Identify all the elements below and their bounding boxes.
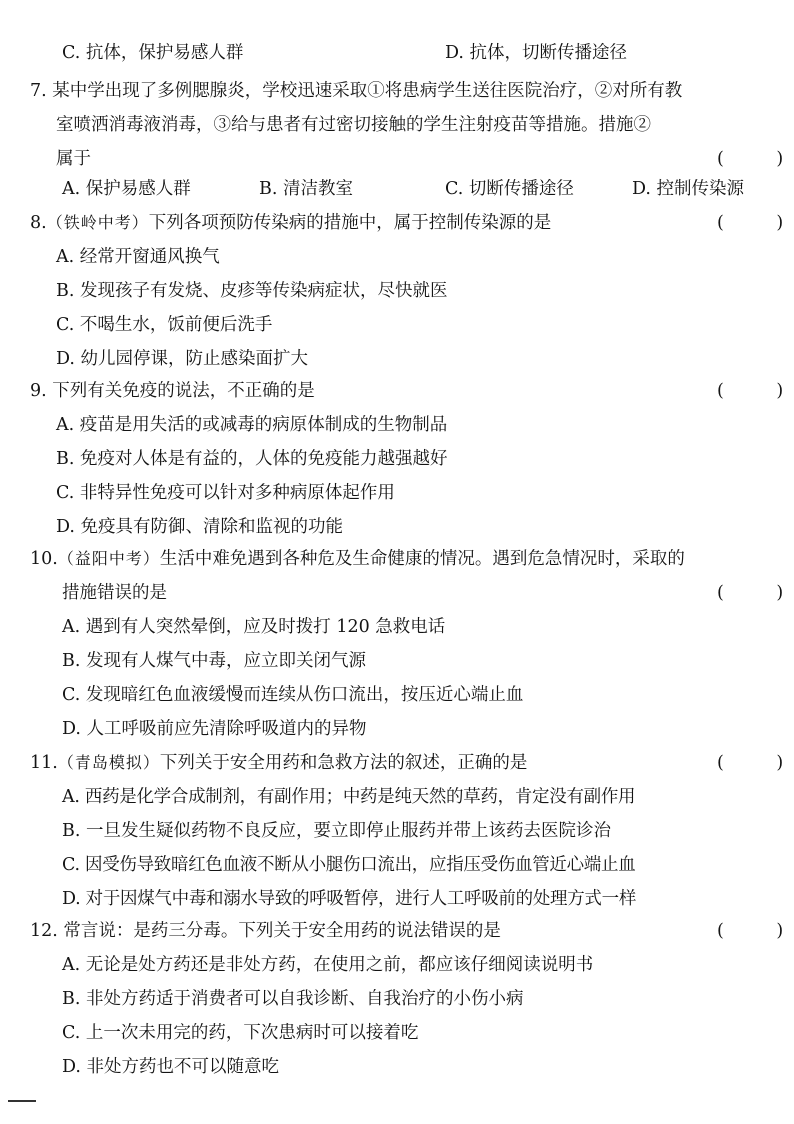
q8-stem-text: 下列各项预防传染病的措施中，属于控制传染源的是 (148, 213, 552, 233)
q10-option-a: A. 遇到有人突然晕倒，应及时拨打 120 急救电话 (62, 617, 446, 637)
q10-source: （益阳中考） (57, 549, 160, 568)
q12-option-c: C. 上一次未用完的药，下次患病时可以接着吃 (62, 1023, 419, 1043)
q9-option-b: B. 免疫对人体是有益的，人体的免疫能力越强越好 (56, 449, 448, 469)
q8-option-a: A. 经常开窗通风换气 (56, 247, 220, 267)
q7-options-row (0, 176, 794, 202)
q8-source: （铁岭中考） (46, 213, 149, 232)
q6-options-row (0, 40, 794, 66)
q10-answer-paren[interactable]: ( ) (717, 583, 784, 603)
q12-option-d: D. 非处方药也不可以随意吃 (62, 1057, 280, 1077)
q9-option-a: A. 疫苗是用失活的或减毒的病原体制成的生物制品 (56, 415, 448, 435)
q10-stem-line2: 措施错误的是 (62, 583, 167, 603)
q10-stem-line1 (30, 546, 685, 572)
q12-option-b: B. 非处方药适于消费者可以自我诊断、自我治疗的小伤小病 (62, 989, 524, 1009)
q8-stem (30, 210, 551, 236)
q12-option-a: A. 无论是处方药还是非处方药，在使用之前，都应该仔细阅读说明书 (62, 955, 594, 975)
q6-option-d: D. 抗体，切断传播途径 (445, 43, 628, 63)
q9-answer-paren[interactable]: ( ) (717, 381, 784, 401)
q9-option-c: C. 非特异性免疫可以针对多种病原体起作用 (56, 483, 395, 503)
q7-stem-line3: 属于 (56, 149, 91, 169)
q7-answer-paren[interactable]: ( ) (717, 149, 784, 169)
q7-option-a: A. 保护易感人群 (62, 179, 191, 199)
q12-answer-paren[interactable]: ( ) (717, 921, 784, 941)
q11-option-b: B. 一旦发生疑似药物不良反应，要立即停止服药并带上该药去医院诊治 (62, 821, 611, 841)
q8-option-b: B. 发现孩子有发烧、皮疹等传染病症状，尽快就医 (56, 281, 448, 301)
q10-option-d: D. 人工呼吸前应先清除呼吸道内的异物 (62, 719, 367, 739)
q7-stem-line2: 室喷洒消毒液消毒，③给与患者有过密切接触的学生注射疫苗等措施。措施② (56, 115, 651, 135)
q10-option-c: C. 发现暗红色血液缓慢而连续从伤口流出，按压近心端止血 (62, 685, 524, 705)
q9-option-d: D. 免疫具有防御、清除和监视的功能 (56, 517, 344, 537)
q8-option-c: C. 不喝生水，饭前便后洗手 (56, 315, 273, 335)
q8-answer-paren[interactable]: ( ) (717, 213, 784, 233)
footer-rule (8, 1100, 36, 1102)
q11-source: （青岛模拟） (57, 753, 160, 772)
q8-number: 8. (30, 213, 47, 233)
q10-option-b: B. 发现有人煤气中毒，应立即关闭气源 (62, 651, 366, 671)
q11-number: 11. (30, 753, 58, 773)
q11-option-d: D. 对于因煤气中毒和溺水导致的呼吸暂停，进行人工呼吸前的处理方式一样 (62, 889, 637, 909)
q11-stem-text: 下列关于安全用药和急救方法的叙述，正确的是 (159, 753, 528, 773)
q7-option-c: C. 切断传播途径 (445, 179, 574, 199)
q10-number: 10. (30, 549, 58, 569)
q6-option-c: C. 抗体，保护易感人群 (62, 43, 244, 63)
q7-option-b: B. 清洁教室 (259, 179, 353, 199)
q11-answer-paren[interactable]: ( ) (717, 753, 784, 773)
q10-stem-text: 生活中难免遇到各种危及生命健康的情况。遇到危急情况时，采取的 (159, 549, 685, 569)
q11-option-a: A. 西药是化学合成制剂，有副作用；中药是纯天然的草药，肯定没有副作用 (62, 787, 636, 807)
q7-option-d: D. 控制传染源 (632, 179, 745, 199)
q7-stem-line1: 7. 某中学出现了多例腮腺炎，学校迅速采取①将患病学生送往医院治疗，②对所有教 (30, 81, 683, 101)
q11-option-c: C. 因受伤导致暗红色血液不断从小腿伤口流出，应指压受伤血管近心端止血 (62, 855, 636, 875)
q11-stem (30, 750, 527, 776)
q12-stem: 12. 常言说：是药三分毒。下列关于安全用药的说法错误的是 (30, 921, 501, 941)
q9-stem: 9. 下列有关免疫的说法，不正确的是 (30, 381, 315, 401)
q8-option-d: D. 幼儿园停课，防止感染面扩大 (56, 349, 309, 369)
